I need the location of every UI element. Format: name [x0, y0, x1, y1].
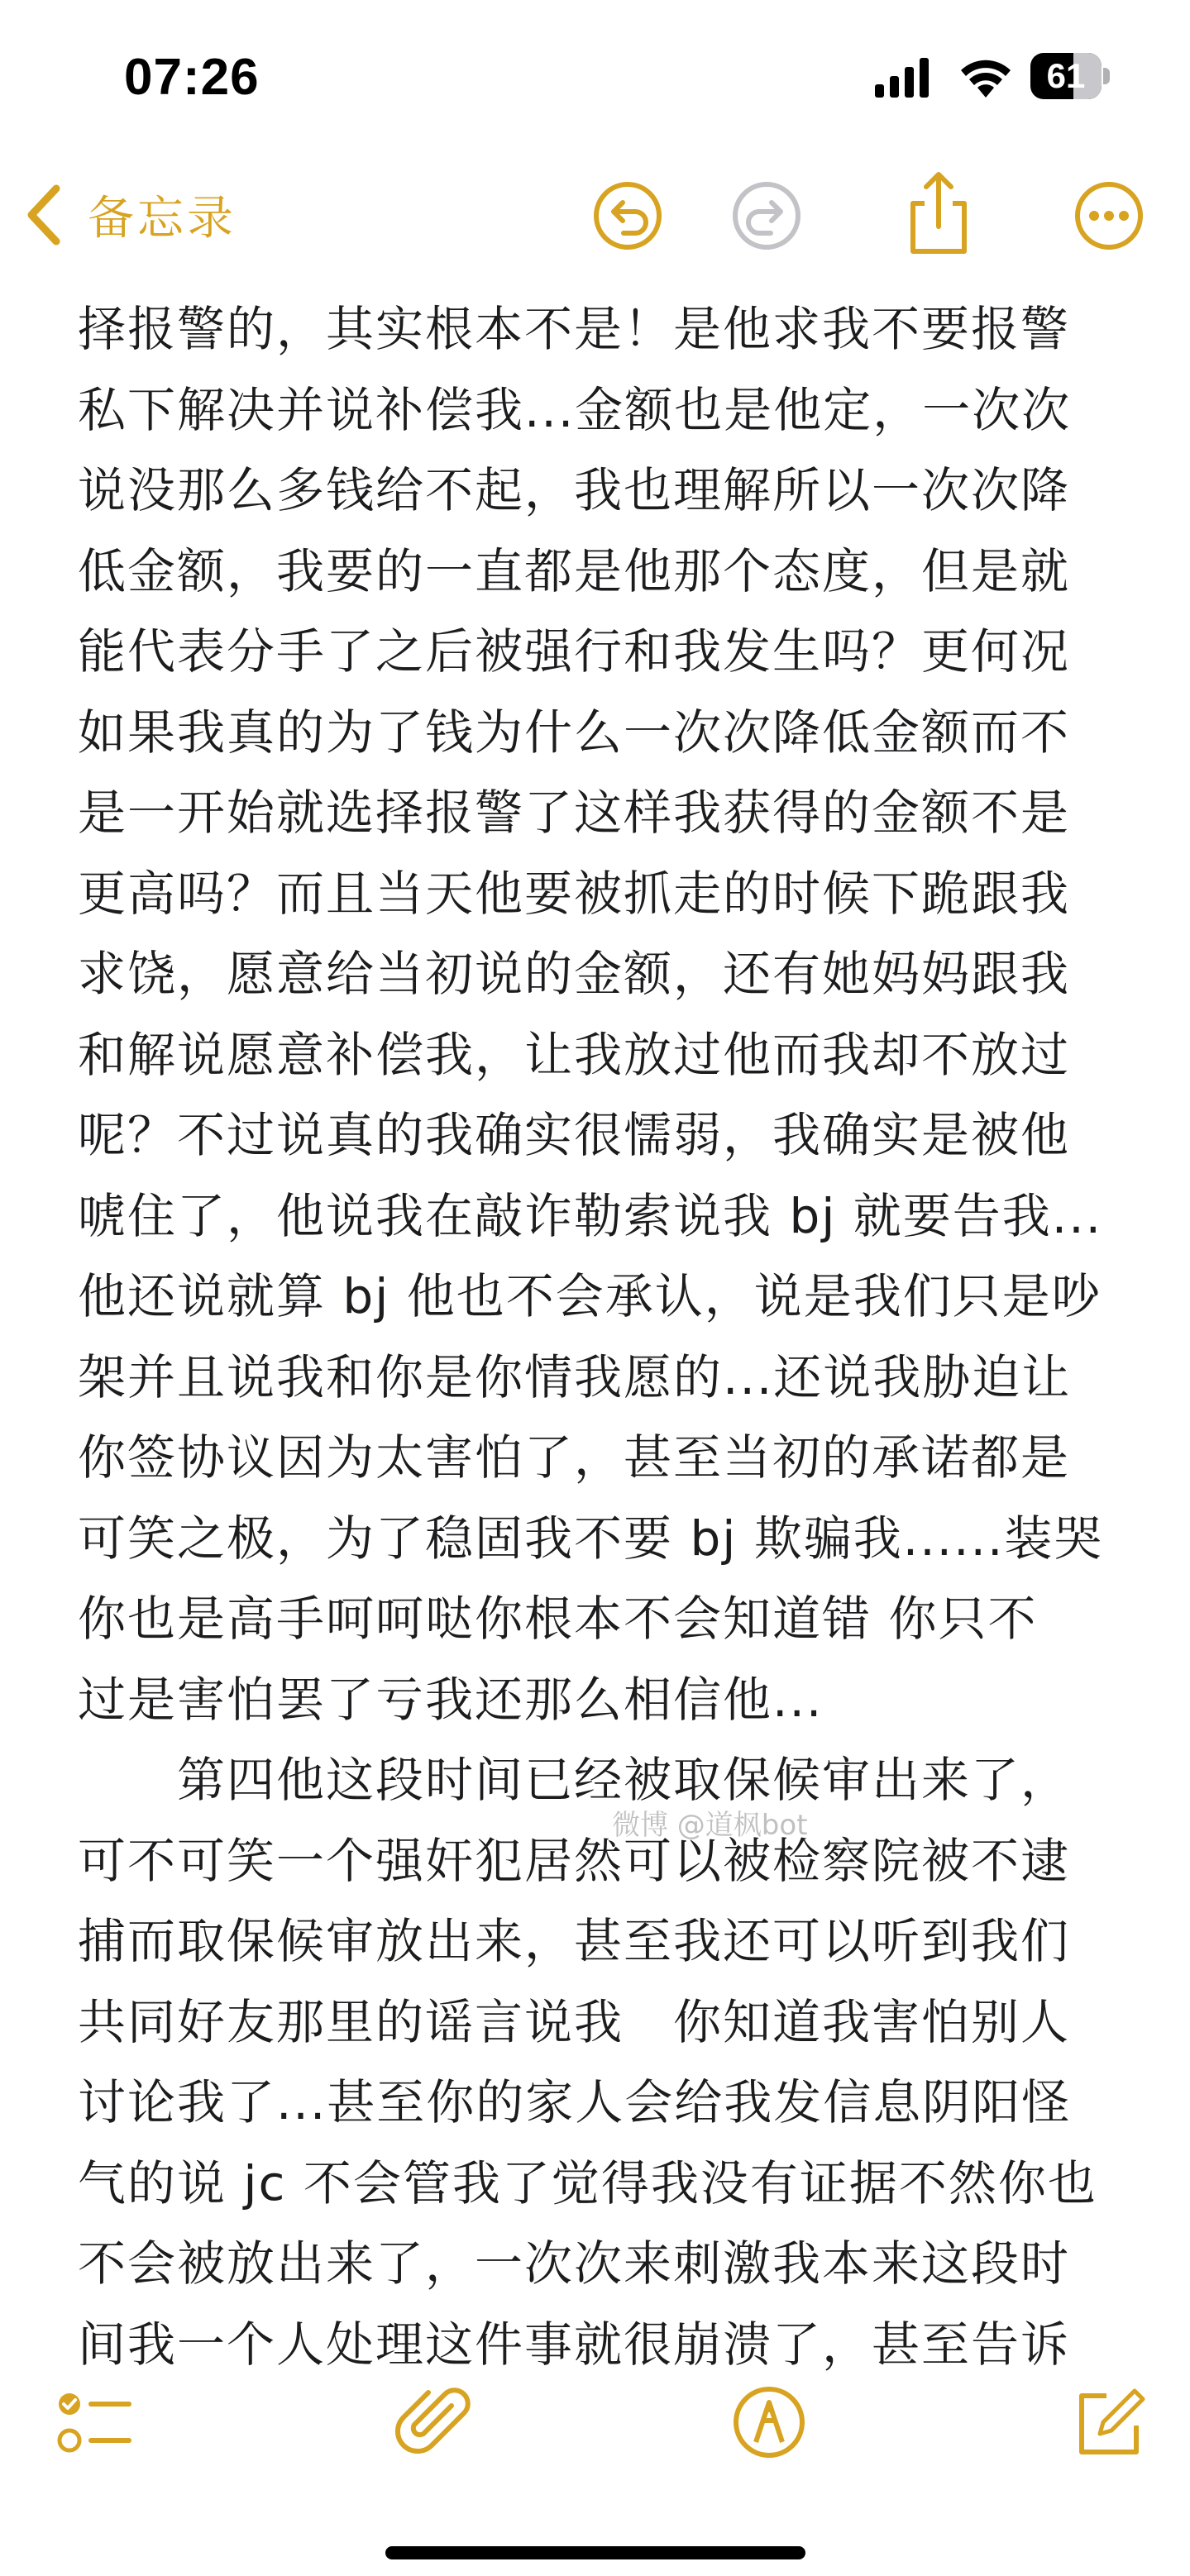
note-line: 唬住了，他说我在敲诈勒索说我 bj 就要告我...: [78, 1187, 1103, 1244]
note-line: 是一开始就选择报警了这样我获得的金额不是: [78, 785, 1071, 841]
note-line: 讨论我了...甚至你的家人会给我发信息阴阳怪: [78, 2074, 1072, 2130]
signal-icon: [875, 58, 930, 98]
note-line: 你签协议因为太害怕了，甚至当初的承诺都是: [78, 1429, 1071, 1486]
back-label: 备忘录: [88, 192, 237, 246]
status-bar: [0, 0, 1190, 157]
note-line: 第四他这段时间已经被取保候审出来了，: [78, 1752, 1071, 1808]
note-line: 更高吗？而且当天他要被抓走的时候下跪跟我: [78, 865, 1071, 922]
note-line: 择报警的，其实根本不是！是他求我不要报警: [78, 301, 1071, 357]
watermark: 微博 @道枫bot: [612, 1809, 808, 1842]
checklist-icon[interactable]: [53, 2381, 136, 2464]
bottom-toolbar: [0, 2364, 1190, 2480]
note-line: 和解说愿意补偿我，让我放过他而我却不放过: [78, 1026, 1071, 1083]
home-indicator: [385, 2546, 805, 2559]
note-line: 呢？不过说真的我确实很懦弱，我确实是被他: [78, 1107, 1071, 1163]
note-line: 不会被放出来了，一次次来刺激我本来这段时: [78, 2235, 1071, 2292]
note-line: 如果我真的为了钱为什么一次次降低金额而不: [78, 704, 1071, 761]
note-line: 架并且说我和你是你情我愿的...还说我胁迫让: [78, 1348, 1072, 1405]
status-time: 07:26: [124, 49, 260, 106]
note-line: 低金额，我要的一直都是他那个态度，但是就: [78, 542, 1071, 599]
note-line: 私下解决并说补偿我...金额也是他定，一次次: [78, 381, 1072, 438]
note-line: 捕而取保候审放出来，甚至我还可以听到我们: [78, 1913, 1071, 1969]
redo-icon[interactable]: [729, 179, 804, 253]
note-line: 能代表分手了之后被强行和我发生吗？更何况: [78, 623, 1071, 680]
nav-bar: [0, 157, 1190, 281]
note-line: 共同好友那里的谣言说我 你知道我害怕别人: [78, 1993, 1071, 2050]
note-line: 可不可笑一个强奸犯居然可以被检察院被不逮: [78, 1832, 1071, 1889]
markup-icon[interactable]: [728, 2381, 810, 2464]
note-line: 过是害怕罢了亏我还那么相信他...: [78, 1671, 824, 1728]
note-line: 可笑之极，为了稳固我不要 bj 欺骗我......装哭: [78, 1510, 1104, 1567]
compose-icon[interactable]: [1067, 2381, 1149, 2464]
note-line: 他还说就算 bj 他也不会承认，说是我们只是吵: [78, 1268, 1102, 1324]
back-button[interactable]: [23, 174, 237, 256]
share-icon[interactable]: [901, 169, 976, 260]
undo-icon[interactable]: [590, 179, 665, 253]
back-chevron-icon: [23, 182, 65, 248]
note-line: 间我一个人处理这件事就很崩溃了，甚至告诉: [78, 2316, 1071, 2373]
note-line: 说没那么多钱给不起，我也理解所以一次次降: [78, 462, 1071, 518]
note-line: 你也是高手呵呵哒你根本不会知道错 你只不: [78, 1591, 1038, 1647]
battery-icon: [1030, 53, 1110, 99]
note-body[interactable]: [78, 289, 1153, 2385]
note-line: 气的说 jc 不会管我了觉得我没有证据不然你也: [78, 2154, 1097, 2211]
note-line: 求饶，愿意给当初说的金额，还有她妈妈跟我: [78, 946, 1071, 1002]
battery-level: 61: [1046, 56, 1086, 95]
wifi-icon: [959, 55, 1012, 98]
more-icon[interactable]: [1072, 179, 1146, 253]
attachment-icon[interactable]: [392, 2381, 475, 2464]
